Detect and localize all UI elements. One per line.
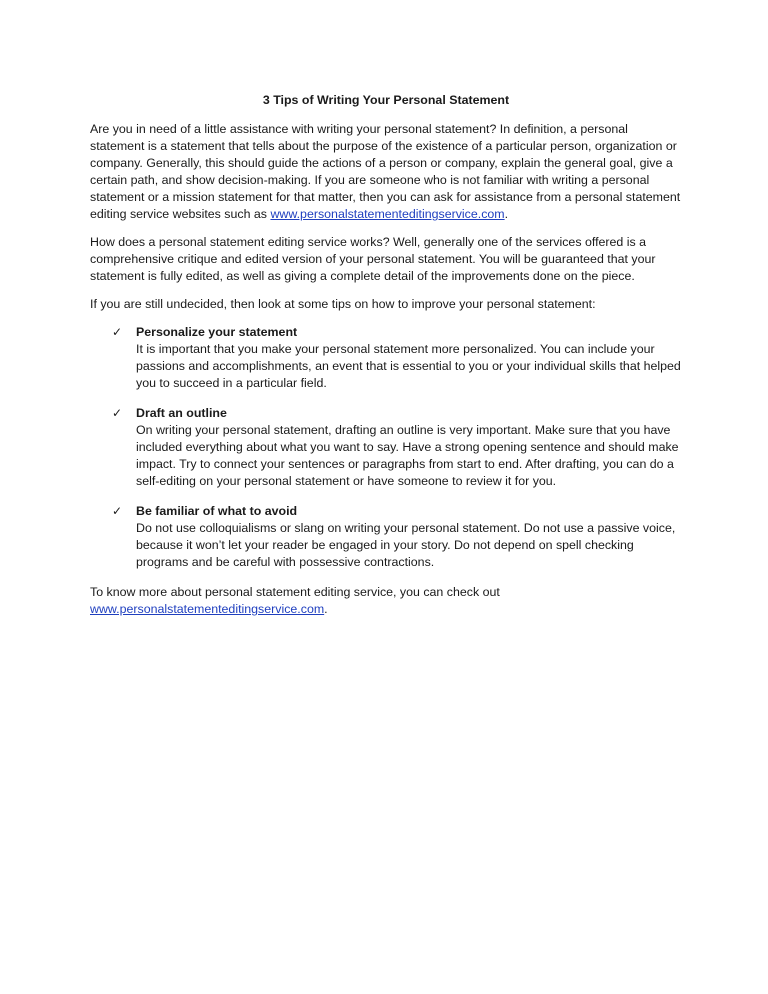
closing-paragraph <box>90 584 682 618</box>
closing-text: To know more about personal statement editing service, you can check out <box>90 585 500 599</box>
tip-body: Do not use colloquialisms or slang on writing your personal statement. Do not use a passive voice, because it won’t let your reader be engaged in your story. Do not depend on spell checking programs and be careful with possessive contractions. <box>136 521 676 569</box>
page-title: 3 Tips of Writing Your Personal Statement <box>262 93 510 107</box>
list-item <box>112 503 682 571</box>
list-item <box>112 405 682 490</box>
paragraph-services: How does a personal statement editing service works? Well, generally one of the services offered is a comprehensive critique and edited version of your personal statement. You will be guaranteed that your statement is fully edited, as well as giving a complete detail of the improvements done on the piece. <box>90 235 656 283</box>
tip-body: It is important that you make your personal statement more personalized. You can include your passions and accomplishments, an event that is essential to you or your individual skills that helped you to succeed in a particular field. <box>136 342 681 390</box>
tip-body: On writing your personal statement, drafting an outline is very important. Make sure that you have included everything about what you want to say. Have a strong opening sentence and should make impact. Try to connect your sentences or paragraphs from start to end. After drafting, you can do a self-editing on your personal statement or have someone to review it for you. <box>136 423 679 488</box>
check-icon: ✓ <box>112 325 123 339</box>
intro-end: . <box>504 207 509 221</box>
intro-text: Are you in need of a little assistance with writing your personal statement? In definition, a personal statement is a statement that tells about the purpose of the existence of a particular person, organization or company. Generally, this should guide the actions of a person or company, explain the general goal, give a certain path, and show decision-making. If you are someone who is not familiar with writing a personal statement or a mission statement for that matter, then you can ask for assistance from a personal statement editing service websites such as <box>90 122 681 221</box>
tip-heading: Personalize your statement <box>136 325 298 339</box>
tips-list <box>90 324 682 571</box>
closing-link[interactable]: www.personalstatementeditingservice.com <box>90 602 325 616</box>
intro-paragraph <box>90 121 682 223</box>
check-icon: ✓ <box>112 406 123 420</box>
tip-heading: Draft an outline <box>136 406 227 420</box>
paragraph-tips-intro: If you are still undecided, then look at some tips on how to improve your personal statement: <box>90 297 596 311</box>
tip-heading: Be familiar of what to avoid <box>136 504 298 518</box>
list-item <box>112 324 682 392</box>
closing-end: . <box>324 602 328 616</box>
intro-link[interactable]: www.personalstatementeditingservice.com <box>270 207 505 221</box>
check-icon: ✓ <box>112 504 123 518</box>
